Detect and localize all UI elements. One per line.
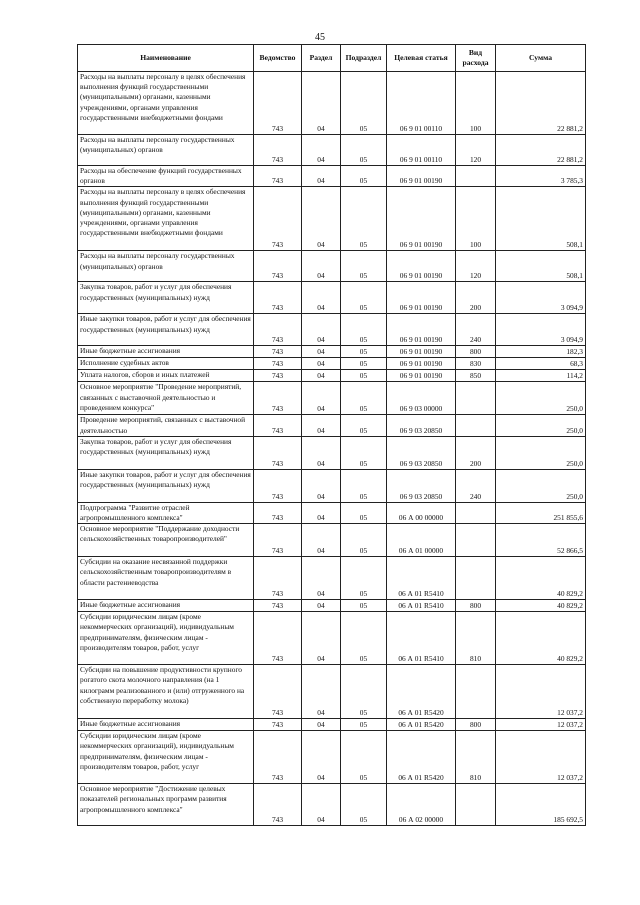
row-vedomstvo-cell: 743 [254,557,302,600]
row-vedomstvo-cell: 743 [254,346,302,358]
row-vid-raskhoda-cell: 830 [456,358,496,370]
row-podrazdel-cell: 05 [341,382,387,415]
row-vedomstvo-cell: 743 [254,251,302,282]
row-razdel-cell: 04 [302,251,341,282]
row-summa-cell: 250,0 [496,415,586,436]
row-summa-cell: 12 037,2 [496,719,586,731]
row-celevaya-statya-cell: 06 9 01 00190 [387,282,456,314]
row-vid-raskhoda-cell: 240 [456,314,496,346]
row-celevaya-statya-cell: 06 9 01 00190 [387,358,456,370]
header-name: Наименование [78,45,254,72]
table-row [78,370,586,382]
row-vedomstvo-cell: 743 [254,731,302,784]
row-vedomstvo-cell: 743 [254,72,302,135]
header-razdel: Раздел [302,45,341,72]
row-vid-raskhoda-cell: 850 [456,370,496,382]
table-row [78,524,586,557]
row-summa-cell: 40 829,2 [496,612,586,665]
row-vedomstvo-cell: 743 [254,135,302,166]
table-row [78,135,586,166]
row-summa-cell: 3 094,9 [496,282,586,314]
row-vedomstvo-cell: 743 [254,314,302,346]
row-podrazdel-cell: 05 [341,719,387,731]
row-celevaya-statya-cell: 06 А 01 R5420 [387,731,456,784]
header-row [78,45,586,72]
row-summa-cell: 12 037,2 [496,665,586,719]
table-body [78,72,586,826]
table-row [78,346,586,358]
row-name-cell: Основное мероприятие "Проведение мероприятий, связанных с выставочной деятельностью и проведением конкурса" [78,382,254,415]
row-podrazdel-cell: 05 [341,436,387,469]
table-row [78,600,586,612]
row-name-cell: Расходы на выплаты персоналу государственных (муниципальных) органов [78,251,254,282]
row-vedomstvo-cell: 743 [254,382,302,415]
row-vid-raskhoda-cell: 800 [456,600,496,612]
row-vid-raskhoda-cell: 800 [456,346,496,358]
row-podrazdel-cell: 05 [341,557,387,600]
row-podrazdel-cell: 05 [341,282,387,314]
table-row [78,719,586,731]
row-summa-cell: 40 829,2 [496,557,586,600]
header-podrazdel: Подраздел [341,45,387,72]
row-vedomstvo-cell: 743 [254,612,302,665]
row-name-cell: Иные закупки товаров, работ и услуг для обеспечения государственных (муниципальных) нужд [78,314,254,346]
row-summa-cell: 508,1 [496,251,586,282]
row-razdel-cell: 04 [302,502,341,523]
row-podrazdel-cell: 05 [341,612,387,665]
row-vid-raskhoda-cell: 800 [456,719,496,731]
row-vedomstvo-cell: 743 [254,415,302,436]
row-razdel-cell: 04 [302,436,341,469]
row-razdel-cell: 04 [302,346,341,358]
row-summa-cell: 185 692,5 [496,784,586,826]
row-name-cell: Иные бюджетные ассигнования [78,346,254,358]
row-podrazdel-cell: 05 [341,784,387,826]
page-number: 45 [315,32,325,43]
row-vedomstvo-cell: 743 [254,187,302,251]
header-vid-raskhoda: Вид расхода [456,45,496,72]
row-vid-raskhoda-cell [456,524,496,557]
row-vedomstvo-cell: 743 [254,282,302,314]
header-celevaya-statya: Целевая статья [387,45,456,72]
row-name-cell: Иные закупки товаров, работ и услуг для обеспечения государственных (муниципальных) нужд [78,469,254,502]
header-vedomstvo: Ведомство [254,45,302,72]
row-summa-cell: 40 829,2 [496,600,586,612]
row-celevaya-statya-cell: 06 9 03 00000 [387,382,456,415]
row-podrazdel-cell: 05 [341,358,387,370]
row-celevaya-statya-cell: 06 А 00 00000 [387,502,456,523]
table-row [78,72,586,135]
row-razdel-cell: 04 [302,731,341,784]
row-vid-raskhoda-cell: 240 [456,469,496,502]
row-celevaya-statya-cell: 06 А 01 R5410 [387,600,456,612]
row-summa-cell: 68,3 [496,358,586,370]
row-celevaya-statya-cell: 06 А 01 R5420 [387,665,456,719]
table-row [78,469,586,502]
row-razdel-cell: 04 [302,415,341,436]
row-vedomstvo-cell: 743 [254,502,302,523]
row-summa-cell: 22 881,2 [496,135,586,166]
row-summa-cell: 114,2 [496,370,586,382]
row-name-cell: Подпрограмма "Развитие отраслей агропромышленного комплекса" [78,502,254,523]
row-celevaya-statya-cell: 06 А 01 R5410 [387,612,456,665]
row-podrazdel-cell: 05 [341,166,387,187]
table-row [78,314,586,346]
budget-table [77,44,586,826]
row-vid-raskhoda-cell [456,382,496,415]
row-podrazdel-cell: 05 [341,370,387,382]
row-vedomstvo-cell: 743 [254,370,302,382]
table-row [78,382,586,415]
row-vid-raskhoda-cell [456,784,496,826]
row-podrazdel-cell: 05 [341,502,387,523]
row-summa-cell: 182,3 [496,346,586,358]
row-name-cell: Расходы на выплаты персоналу в целях обеспечения выполнения функций государственными (муниципальными) органами, казенными учреждениями, органами управления государственными внебюджетными фондами [78,72,254,135]
row-vid-raskhoda-cell: 200 [456,282,496,314]
row-podrazdel-cell: 05 [341,251,387,282]
table-header [78,45,586,72]
row-razdel-cell: 04 [302,600,341,612]
row-podrazdel-cell: 05 [341,731,387,784]
row-name-cell: Основное мероприятие "Достижение целевых показателей региональных программ развития агропромышленного комплекса" [78,784,254,826]
row-name-cell: Расходы на обеспечение функций государственных органов [78,166,254,187]
row-vedomstvo-cell: 743 [254,600,302,612]
table-row [78,187,586,251]
row-celevaya-statya-cell: 06 9 01 00190 [387,346,456,358]
table-row [78,415,586,436]
row-podrazdel-cell: 05 [341,665,387,719]
row-summa-cell: 52 866,5 [496,524,586,557]
row-summa-cell: 251 855,6 [496,502,586,523]
row-summa-cell: 12 037,2 [496,731,586,784]
row-vedomstvo-cell: 743 [254,524,302,557]
row-celevaya-statya-cell: 06 9 01 00110 [387,135,456,166]
row-celevaya-statya-cell: 06 А 01 R5410 [387,557,456,600]
row-podrazdel-cell: 05 [341,72,387,135]
row-name-cell: Иные бюджетные ассигнования [78,719,254,731]
table-row [78,436,586,469]
row-vedomstvo-cell: 743 [254,166,302,187]
row-vid-raskhoda-cell [456,557,496,600]
row-celevaya-statya-cell: 06 9 03 20850 [387,469,456,502]
row-celevaya-statya-cell: 06 9 01 00190 [387,187,456,251]
row-name-cell: Субсидии на оказание несвязанной поддержки сельскохозяйственным товаропроизводителям в области растениеводства [78,557,254,600]
row-vedomstvo-cell: 743 [254,436,302,469]
table-row [78,502,586,523]
row-celevaya-statya-cell: 06 9 01 00190 [387,314,456,346]
table-row [78,282,586,314]
table-row [78,784,586,826]
row-vedomstvo-cell: 743 [254,665,302,719]
row-razdel-cell: 04 [302,784,341,826]
table-row [78,251,586,282]
table-row [78,166,586,187]
row-name-cell: Уплата налогов, сборов и иных платежей [78,370,254,382]
row-podrazdel-cell: 05 [341,415,387,436]
row-summa-cell: 508,1 [496,187,586,251]
row-vid-raskhoda-cell [456,415,496,436]
row-celevaya-statya-cell: 06 А 01 R5420 [387,719,456,731]
row-celevaya-statya-cell: 06 9 01 00190 [387,251,456,282]
row-vid-raskhoda-cell: 120 [456,251,496,282]
row-razdel-cell: 04 [302,187,341,251]
row-vid-raskhoda-cell [456,166,496,187]
row-vedomstvo-cell: 743 [254,358,302,370]
row-celevaya-statya-cell: 06 9 01 00190 [387,166,456,187]
row-vid-raskhoda-cell [456,665,496,719]
row-celevaya-statya-cell: 06 9 01 00190 [387,370,456,382]
row-vedomstvo-cell: 743 [254,784,302,826]
row-podrazdel-cell: 05 [341,600,387,612]
row-vid-raskhoda-cell: 100 [456,72,496,135]
row-celevaya-statya-cell: 06 9 03 20850 [387,436,456,469]
row-summa-cell: 3 785,3 [496,166,586,187]
row-vid-raskhoda-cell: 120 [456,135,496,166]
row-razdel-cell: 04 [302,166,341,187]
row-razdel-cell: 04 [302,382,341,415]
row-summa-cell: 22 881,2 [496,72,586,135]
row-name-cell: Закупка товаров, работ и услуг для обеспечения государственных (муниципальных) нужд [78,436,254,469]
table-row [78,665,586,719]
row-razdel-cell: 04 [302,665,341,719]
row-vid-raskhoda-cell: 100 [456,187,496,251]
table-row [78,731,586,784]
table-row [78,358,586,370]
row-podrazdel-cell: 05 [341,187,387,251]
row-podrazdel-cell: 05 [341,524,387,557]
row-podrazdel-cell: 05 [341,469,387,502]
row-summa-cell: 250,0 [496,436,586,469]
table-row [78,557,586,600]
row-name-cell: Субсидии юридическим лицам (кроме некоммерческих организаций), индивидуальным предпринимателям, физическим лицам - производителям товаров, работ, услуг [78,731,254,784]
row-name-cell: Расходы на выплаты персоналу в целях обеспечения выполнения функций государственными (муниципальными) органами, казенными учреждениями, органами управления государственными внебюджетными фондами [78,187,254,251]
row-razdel-cell: 04 [302,612,341,665]
row-razdel-cell: 04 [302,282,341,314]
row-name-cell: Иные бюджетные ассигнования [78,600,254,612]
row-summa-cell: 250,0 [496,469,586,502]
row-razdel-cell: 04 [302,524,341,557]
row-razdel-cell: 04 [302,314,341,346]
row-summa-cell: 250,0 [496,382,586,415]
row-vid-raskhoda-cell: 200 [456,436,496,469]
header-summa: Сумма [496,45,586,72]
row-name-cell: Закупка товаров, работ и услуг для обеспечения государственных (муниципальных) нужд [78,282,254,314]
row-razdel-cell: 04 [302,72,341,135]
row-razdel-cell: 04 [302,469,341,502]
row-celevaya-statya-cell: 06 9 01 00110 [387,72,456,135]
row-razdel-cell: 04 [302,135,341,166]
row-razdel-cell: 04 [302,719,341,731]
row-name-cell: Проведение мероприятий, связанных с выставочной деятельностью [78,415,254,436]
row-podrazdel-cell: 05 [341,346,387,358]
row-name-cell: Субсидии юридическим лицам (кроме некоммерческих организаций), индивидуальным предпринимателям, физическим лицам - производителям товаров, работ, услуг [78,612,254,665]
row-vid-raskhoda-cell: 810 [456,612,496,665]
row-vid-raskhoda-cell [456,502,496,523]
row-name-cell: Субсидии на повышение продуктивности крупного рогатого скота молочного направления (на 1 килограмм реализованного и (или) отгруженного на собственную переработку молока) [78,665,254,719]
row-name-cell: Основное мероприятие "Поддержание доходности сельскохозяйственных товаропроизводителей" [78,524,254,557]
row-celevaya-statya-cell: 06 А 02 00000 [387,784,456,826]
row-razdel-cell: 04 [302,557,341,600]
row-podrazdel-cell: 05 [341,135,387,166]
row-podrazdel-cell: 05 [341,314,387,346]
row-razdel-cell: 04 [302,370,341,382]
row-vedomstvo-cell: 743 [254,719,302,731]
row-celevaya-statya-cell: 06 9 03 20850 [387,415,456,436]
row-vedomstvo-cell: 743 [254,469,302,502]
table-row [78,612,586,665]
row-summa-cell: 3 094,9 [496,314,586,346]
row-name-cell: Расходы на выплаты персоналу государственных (муниципальных) органов [78,135,254,166]
row-razdel-cell: 04 [302,358,341,370]
row-vid-raskhoda-cell: 810 [456,731,496,784]
row-celevaya-statya-cell: 06 А 01 00000 [387,524,456,557]
row-name-cell: Исполнение судебных актов [78,358,254,370]
